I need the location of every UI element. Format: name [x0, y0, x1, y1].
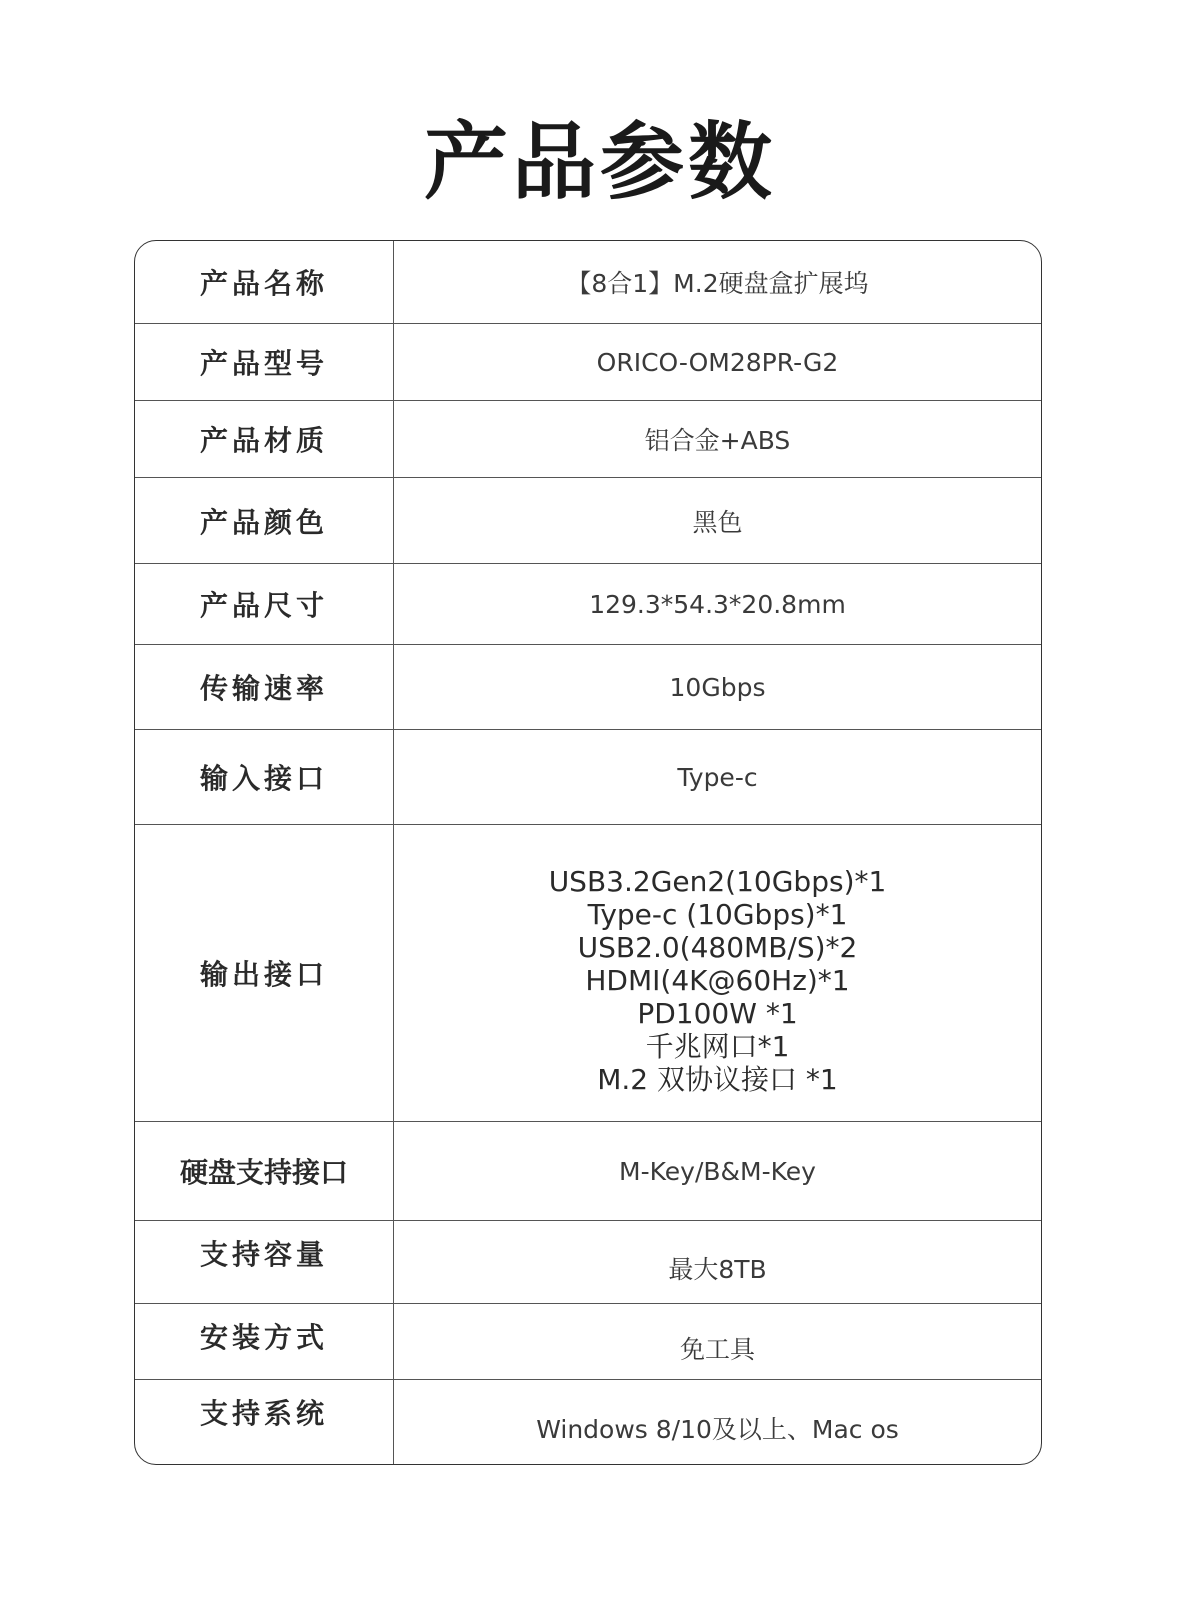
list-item: USB3.2Gen2(10Gbps)*1 — [548, 864, 887, 898]
spec-label-installation: 安装方式 — [135, 1304, 394, 1379]
table-row — [135, 241, 1041, 323]
spec-value-product-name: 【8合1】M.2硬盘盒扩展坞 — [566, 269, 869, 298]
spec-label-product-name: 产品名称 — [135, 241, 394, 323]
spec-value-capacity: 最大8TB — [668, 1255, 767, 1284]
spec-label-input-port: 输入接口 — [135, 730, 394, 824]
spec-label-supported-os: 支持系统 — [135, 1380, 394, 1464]
list-item: HDMI(4K@60Hz)*1 — [585, 963, 850, 997]
spec-label-transfer-rate: 传输速率 — [135, 645, 394, 729]
table-row — [135, 1379, 1041, 1464]
table-row — [135, 400, 1041, 477]
spec-value-dimensions: 129.3*54.3*20.8mm — [589, 589, 846, 619]
spec-label-output-ports: 输出接口 — [135, 825, 394, 1121]
spec-value-transfer-rate: 10Gbps — [669, 672, 766, 702]
spec-value-model: ORICO-OM28PR-G2 — [596, 347, 839, 377]
spec-value-installation: 免工具 — [679, 1334, 755, 1364]
spec-label-capacity: 支持容量 — [135, 1221, 394, 1303]
table-row — [135, 477, 1041, 563]
page-title: 产品参数 — [423, 113, 776, 211]
list-item: Type-c (10Gbps)*1 — [587, 897, 848, 931]
spec-value-supported-os: Windows 8/10及以上、Mac os — [536, 1415, 899, 1444]
output-port-list — [549, 865, 887, 1096]
table-row — [135, 824, 1041, 1121]
spec-value-material: 铝合金+ABS — [644, 426, 791, 455]
table-row — [135, 1303, 1041, 1379]
spec-value-output-ports — [394, 825, 1041, 1121]
table-row — [135, 563, 1041, 644]
spec-label-color: 产品颜色 — [135, 478, 394, 563]
table-row — [135, 323, 1041, 400]
list-item: 千兆网口*1 — [645, 1029, 790, 1063]
list-item: USB2.0(480MB/S)*2 — [577, 930, 858, 964]
table-row — [135, 644, 1041, 729]
spec-value-color: 黑色 — [692, 507, 743, 537]
table-row — [135, 1220, 1041, 1303]
list-item: PD100W *1 — [637, 996, 798, 1030]
spec-label-drive-interface: 硬盘支持接口 — [135, 1122, 394, 1220]
spec-label-dimensions: 产品尺寸 — [135, 564, 394, 644]
spec-label-model: 产品型号 — [135, 324, 394, 400]
spec-label-material: 产品材质 — [135, 401, 394, 477]
spec-table — [134, 240, 1042, 1465]
table-row — [135, 729, 1041, 824]
list-item: M.2 双协议接口 *1 — [597, 1062, 838, 1096]
spec-value-input-port: Type-c — [677, 762, 758, 792]
spec-value-drive-interface: M-Key/B&M-Key — [619, 1156, 816, 1186]
table-row — [135, 1121, 1041, 1220]
